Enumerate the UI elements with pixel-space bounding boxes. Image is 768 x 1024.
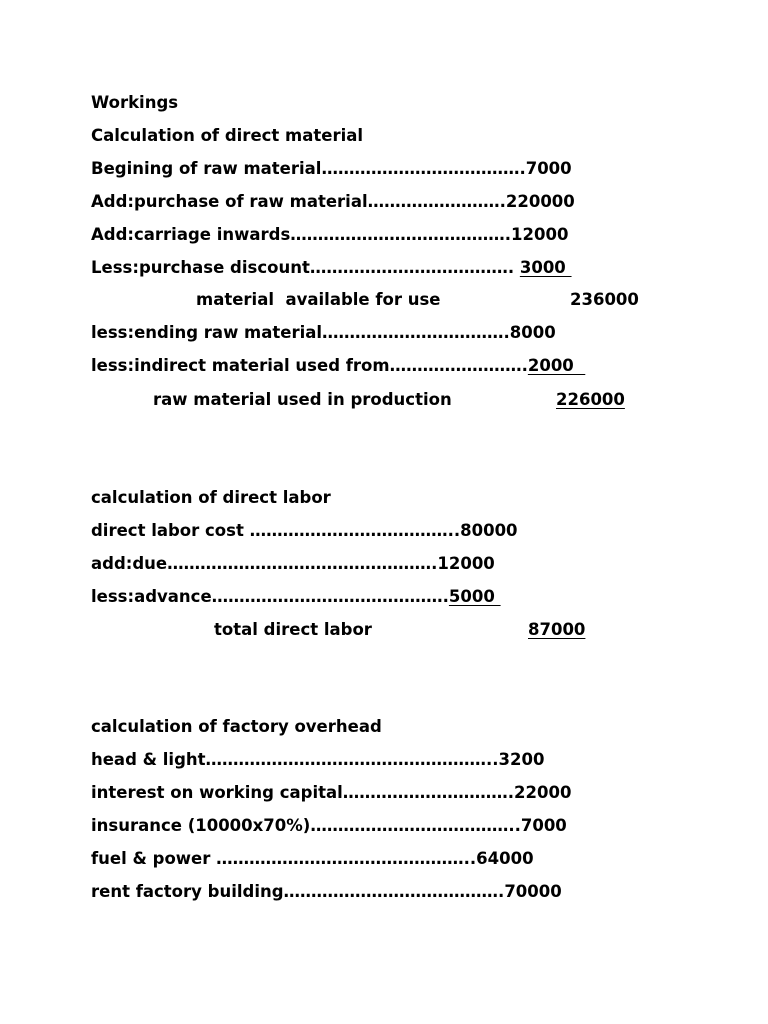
material-available-label: material available for use xyxy=(196,290,441,309)
purchase-discount-label: Less:purchase discount………………………………. xyxy=(91,258,520,277)
material-available-value: 236000 xyxy=(570,290,639,309)
direct-material-title: Calculation of direct material xyxy=(91,126,364,145)
advance-label: less:advance……………………………………. xyxy=(91,587,449,606)
indirect-material-value: 2000 xyxy=(527,356,586,375)
raw-material-used-value: 226000 xyxy=(556,390,625,409)
factory-overhead-title: calculation of factory overhead xyxy=(91,717,382,736)
total-direct-labor-value: 87000 xyxy=(528,620,586,639)
line-add-due: add:due………………………………………….12000 xyxy=(91,554,495,573)
line-fuel-power: fuel & power ………………………………………..64000 xyxy=(91,849,534,868)
line-head-light: head & light……………………………………………..3200 xyxy=(91,750,545,769)
page-heading: Workings xyxy=(91,93,179,112)
line-rent-factory-building: rent factory building………………………………….70000 xyxy=(91,882,562,901)
line-carriage-inwards: Add:carriage inwards………………………………….12000 xyxy=(91,225,569,244)
line-purchase-raw-material: Add:purchase of raw material…………………….220000 xyxy=(91,192,575,211)
direct-labor-title: calculation of direct labor xyxy=(91,488,331,507)
line-insurance: insurance (10000x70%)………………………………..7000 xyxy=(91,816,567,835)
purchase-discount-value: 3000 xyxy=(519,258,572,277)
line-direct-labor-cost: direct labor cost ………………………………..80000 xyxy=(91,521,518,540)
line-beginning-raw-material: Begining of raw material……………………………….7000 xyxy=(91,159,572,178)
total-direct-labor-label: total direct labor xyxy=(214,620,372,639)
line-purchase-discount xyxy=(91,258,572,278)
line-interest-working-capital: interest on working capital………………………….22000 xyxy=(91,783,572,802)
line-indirect-material xyxy=(91,356,585,376)
advance-value: 5000 xyxy=(448,587,501,606)
line-ending-raw-material: less:ending raw material…………………………….8000 xyxy=(91,323,556,342)
raw-material-used-label: raw material used in production xyxy=(153,390,452,409)
line-less-advance xyxy=(91,587,501,607)
indirect-material-label: less:indirect material used from……………………. xyxy=(91,356,528,375)
